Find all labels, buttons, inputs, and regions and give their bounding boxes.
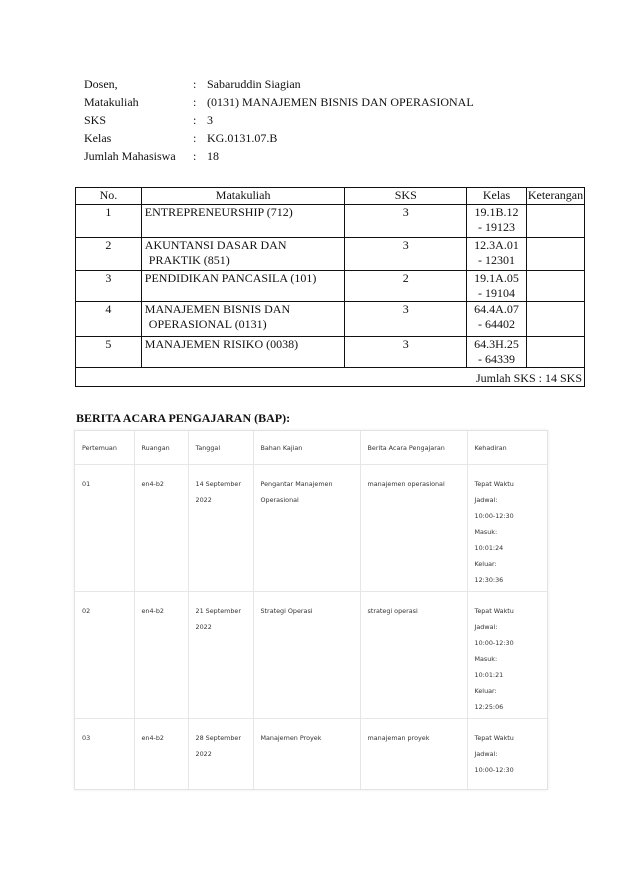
cell-pertemuan: 02: [75, 592, 134, 719]
cell-kelas: [467, 238, 527, 271]
info-row-dosen: [84, 77, 474, 95]
cell-kelas: [467, 302, 527, 337]
course-name: MANAJEMEN RISIKO (0038): [144, 337, 299, 351]
cell-tanggal: [188, 592, 253, 719]
info-row-sks: [84, 113, 474, 131]
info-label: SKS: [84, 113, 107, 127]
total-sks: Jumlah SKS : 14 SKS: [76, 368, 585, 387]
cell-berita-acara: strategi operasi: [360, 592, 467, 719]
header-no: No.: [76, 188, 142, 205]
info-value: (0131) MANAJEMEN BISNIS DAN OPERASIONAL: [207, 95, 474, 109]
info-colon: :: [193, 131, 197, 145]
header-keterangan: Keterangan: [526, 188, 584, 205]
cell-sks: 3: [345, 205, 467, 238]
table-row: [76, 302, 585, 337]
cell-keterangan: [526, 302, 584, 337]
table-row: [76, 205, 585, 238]
course-table-header: [76, 188, 585, 205]
class-code-cont: - 19123: [478, 220, 515, 234]
attendance-status: Tepat Waktu: [474, 607, 514, 615]
date-line: 14 September: [195, 480, 241, 488]
bap-header-tanggal: Tanggal: [188, 431, 253, 465]
check-in-label: Masuk:: [474, 655, 498, 663]
cell-ruangan: en4-b2: [134, 592, 188, 719]
info-label: Dosen,: [84, 77, 118, 91]
check-in-value: 10:01:24: [474, 544, 504, 552]
info-colon: :: [193, 149, 197, 163]
bap-header: [75, 431, 547, 465]
cell-no: 3: [76, 271, 142, 302]
check-out-label: Keluar:: [474, 687, 497, 695]
class-code-cont: - 64339: [478, 352, 515, 366]
class-code: 64.3H.25: [474, 337, 519, 351]
class-code: 12.3A.01: [474, 238, 519, 252]
schedule-value: 10:00-12:30: [474, 639, 514, 647]
check-out-value: 12:30:36: [474, 576, 504, 584]
cell-kelas: [467, 337, 527, 368]
cell-keterangan: [526, 238, 584, 271]
class-code: 19.1B.12: [474, 205, 519, 219]
bap-table: [75, 431, 547, 790]
table-row: [76, 337, 585, 368]
cell-no: 1: [76, 205, 142, 238]
cell-pertemuan: 03: [75, 719, 134, 791]
info-row-jumlah-mahasiswa: [84, 149, 474, 167]
table-row: [76, 271, 585, 302]
schedule-label: Jadwal:: [474, 750, 498, 758]
info-value: 3: [207, 113, 213, 127]
bap-header-bahan-kajian: Bahan Kajian: [253, 431, 360, 465]
cell-matakuliah: [141, 238, 345, 271]
cell-matakuliah: [141, 205, 345, 238]
cell-sks: 3: [345, 238, 467, 271]
cell-kehadiran: [467, 465, 547, 592]
bap-title: BERITA ACARA PENGAJARAN (BAP):: [76, 411, 291, 425]
check-out-value: 12:25:06: [474, 703, 504, 711]
info-colon: :: [193, 95, 197, 109]
cell-matakuliah: [141, 337, 345, 368]
bap-panel: [74, 430, 548, 790]
course-name: AKUNTANSI DASAR DAN: [144, 238, 287, 252]
date-year: 2022: [195, 623, 212, 631]
schedule-value: 10:00-12:30: [474, 766, 514, 774]
total-row: [76, 368, 585, 387]
course-name: MANAJEMEN BISNIS DAN: [144, 302, 291, 316]
topic-line: Pengantar Manajemen: [260, 480, 333, 488]
topic-line-cont: Operasional: [260, 496, 299, 504]
info-value: KG.0131.07.B: [207, 131, 278, 145]
cell-berita-acara: manajeman proyek: [360, 719, 467, 791]
class-code: 64.4A.07: [474, 302, 519, 316]
date-year: 2022: [195, 496, 212, 504]
bap-header-berita-acara: Berita Acara Pengajaran: [360, 431, 467, 465]
topic-line: Manajemen Proyek: [260, 734, 322, 742]
class-code-cont: - 19104: [478, 286, 515, 300]
cell-ruangan: en4-b2: [134, 465, 188, 592]
cell-no: 5: [76, 337, 142, 368]
cell-sks: 3: [345, 337, 467, 368]
cell-matakuliah: [141, 271, 345, 302]
info-label: Kelas: [84, 131, 112, 145]
table-row: [76, 238, 585, 271]
header-kelas: Kelas: [467, 188, 527, 205]
attendance-status: Tepat Waktu: [474, 480, 514, 488]
info-label: Jumlah Mahasiswa: [84, 149, 176, 163]
cell-kelas: [467, 205, 527, 238]
course-name: PENDIDIKAN PANCASILA (101): [144, 271, 317, 285]
cell-keterangan: [526, 271, 584, 302]
bap-header-ruangan: Ruangan: [134, 431, 188, 465]
cell-kelas: [467, 271, 527, 302]
cell-bahan-kajian: [253, 465, 360, 592]
check-in-label: Masuk:: [474, 528, 498, 536]
table-row: [75, 465, 547, 592]
info-colon: :: [193, 113, 197, 127]
bap-header-pertemuan: Pertemuan: [75, 431, 134, 465]
header-sks: SKS: [345, 188, 467, 205]
cell-no: 2: [76, 238, 142, 271]
info-row-kelas: [84, 131, 474, 149]
schedule-value: 10:00-12:30: [474, 512, 514, 520]
check-in-value: 10:01:21: [474, 671, 504, 679]
cell-matakuliah: [141, 302, 345, 337]
check-out-label: Keluar:: [474, 560, 497, 568]
date-line: 21 September: [195, 607, 241, 615]
header-matakuliah: Matakuliah: [141, 188, 345, 205]
bap-header-kehadiran: Kehadiran: [467, 431, 547, 465]
lecturer-info: [84, 77, 474, 167]
cell-tanggal: [188, 465, 253, 592]
class-code: 19.1A.05: [474, 271, 519, 285]
cell-kehadiran: [467, 719, 547, 791]
cell-keterangan: [526, 337, 584, 368]
cell-bahan-kajian: [253, 719, 360, 791]
table-row: [75, 719, 547, 791]
class-code-cont: - 64402: [478, 317, 515, 331]
info-value: 18: [207, 149, 219, 163]
schedule-label: Jadwal:: [474, 623, 498, 631]
info-row-matakuliah: [84, 95, 474, 113]
cell-keterangan: [526, 205, 584, 238]
info-value: Sabaruddin Siagian: [207, 77, 301, 91]
cell-pertemuan: 01: [75, 465, 134, 592]
class-code-cont: - 12301: [478, 253, 515, 267]
table-row: [75, 592, 547, 719]
date-line: 28 September: [195, 734, 241, 742]
info-label: Matakuliah: [84, 95, 139, 109]
cell-ruangan: en4-b2: [134, 719, 188, 791]
schedule-label: Jadwal:: [474, 496, 498, 504]
cell-berita-acara: manajemen operasional: [360, 465, 467, 592]
info-colon: :: [193, 77, 197, 91]
course-load-table: [75, 187, 585, 387]
topic-line: Strategi Operasi: [260, 607, 313, 615]
cell-tanggal: [188, 719, 253, 791]
course-name: ENTREPRENEURSHIP (712): [144, 205, 293, 219]
cell-sks: 2: [345, 271, 467, 302]
cell-no: 4: [76, 302, 142, 337]
cell-bahan-kajian: [253, 592, 360, 719]
course-name-cont: PRAKTIK (851): [148, 253, 230, 267]
date-year: 2022: [195, 750, 212, 758]
course-name-cont: OPERASIONAL (0131): [148, 317, 267, 331]
cell-sks: 3: [345, 302, 467, 337]
cell-kehadiran: [467, 592, 547, 719]
attendance-status: Tepat Waktu: [474, 734, 514, 742]
